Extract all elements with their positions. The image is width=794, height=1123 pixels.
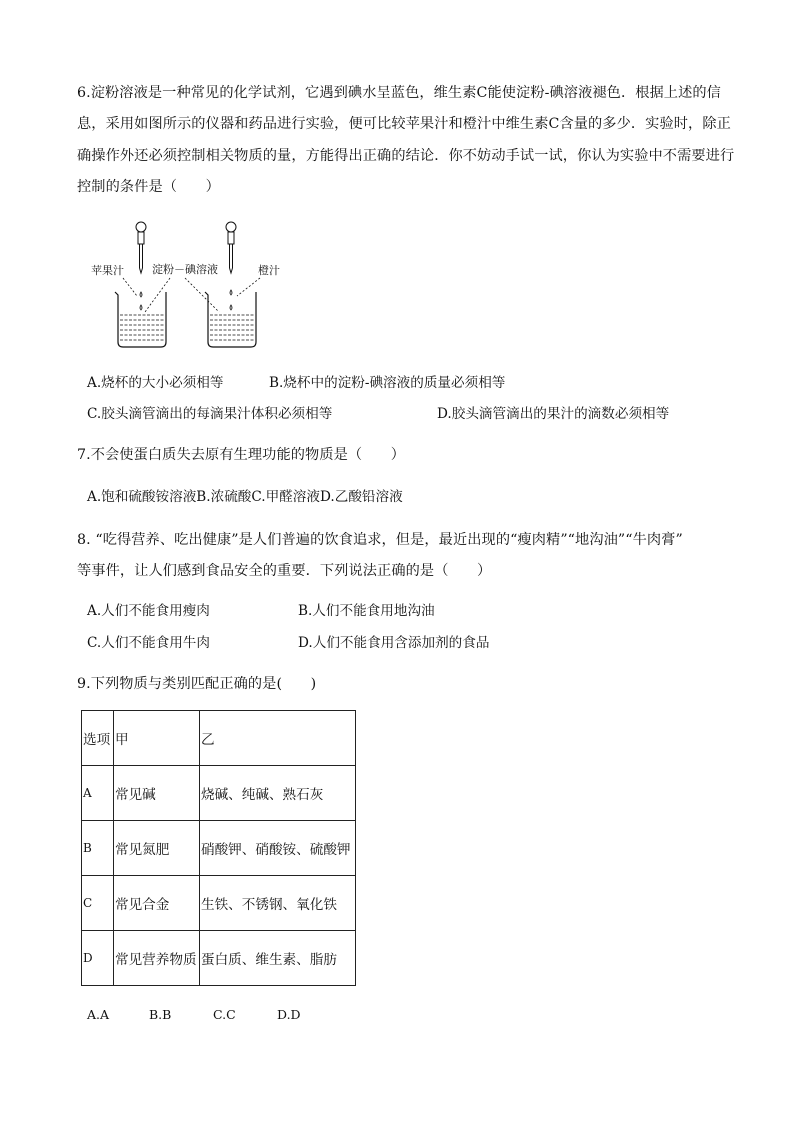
q8-stem-line-1: 8. “吃得营养、吃出健康”是人们普遍的饮食追求，但是，最近出现的“瘦肉精”“地沟油”“牛肉膏” — [77, 532, 683, 548]
header-yi: 乙 — [200, 711, 356, 766]
label-apple-juice: 苹果汁 — [91, 264, 124, 277]
q9-option-b[interactable]: B.B — [149, 1007, 172, 1022]
label-starch-iodine: 淀粉－碘溶液 — [152, 263, 218, 276]
row-c-option: C — [82, 876, 114, 931]
q6-stem-line-3: 确操作外还必须控制相关物质的量，方能得出正确的结论．你不妨动手试一试，你认为实验中不需要进行 — [77, 148, 735, 164]
q6-stem-line-1: 6.淀粉溶液是一种常见的化学试剂，它遇到碘水呈蓝色，维生素C能使淀粉-碘溶液褪色．根据上述的信 — [77, 85, 721, 101]
q8-stem-line-2: 等事件，让人们感到食品安全的重要．下列说法正确的是（ ） — [77, 563, 492, 579]
header-option: 选项 — [82, 711, 114, 766]
q6-stem-line-2: 息，采用如图所示的仪器和药品进行实验，便可比较苹果汁和橙汁中维生素C含量的多少．实验时，除正 — [77, 116, 731, 132]
q6-stem-line-4: 控制的条件是（ ） — [77, 179, 220, 195]
q6-option-a[interactable]: A.烧杯的大小必须相等 — [87, 375, 224, 391]
q8-option-d[interactable]: D.人们不能食用含添加剂的食品 — [298, 635, 490, 651]
q9-option-c[interactable]: C.C — [213, 1007, 236, 1022]
right-dropper-icon — [226, 222, 236, 310]
right-beaker-icon — [205, 292, 256, 347]
row-b-substances: 硝酸钾、硝酸铵、硫酸钾 — [200, 821, 356, 876]
row-a-option: A — [82, 766, 114, 821]
q8-option-c[interactable]: C.人们不能食用牛肉 — [87, 635, 210, 651]
header-jia: 甲 — [114, 711, 200, 766]
q7-options[interactable]: A.饱和硫酸铵溶液B.浓硫酸C.甲醛溶液D.乙酸铅溶液 — [87, 489, 403, 505]
row-c-category: 常见合金 — [114, 876, 200, 931]
q9-stem: 9.下列物质与类别匹配正确的是( ) — [77, 676, 317, 692]
q6-option-c[interactable]: C.胶头滴管滴出的每滴果汁体积必须相等 — [87, 406, 333, 422]
table-row — [82, 766, 356, 821]
left-beaker-icon — [115, 292, 166, 347]
label-orange-juice: 橙汁 — [258, 264, 280, 277]
q8-option-a[interactable]: A.人们不能食用瘦肉 — [87, 603, 210, 619]
row-b-category: 常见氮肥 — [114, 821, 200, 876]
table-row — [82, 821, 356, 876]
table-header-row — [82, 711, 356, 766]
row-a-category: 常见碱 — [114, 766, 200, 821]
q9-option-a[interactable]: A.A — [87, 1007, 110, 1022]
left-dropper-icon — [136, 222, 146, 310]
q6-option-b[interactable]: B.烧杯中的淀粉-碘溶液的质量必须相等 — [269, 375, 506, 391]
row-d-category: 常见营养物质 — [114, 931, 200, 986]
q8-option-b[interactable]: B.人们不能食用地沟油 — [298, 603, 435, 619]
q9-classification-table — [81, 710, 356, 986]
q7-stem: 7.不会使蛋白质失去原有生理功能的物质是（ ） — [77, 447, 406, 463]
q6-option-d[interactable]: D.胶头滴管滴出的果汁的滴数必须相等 — [437, 406, 670, 422]
row-b-option: B — [82, 821, 114, 876]
table-row — [82, 876, 356, 931]
row-d-substances: 蛋白质、维生素、脂肪 — [200, 931, 356, 986]
row-c-substances: 生铁、不锈钢、氧化铁 — [200, 876, 356, 931]
row-a-substances: 烧碱、纯碱、熟石灰 — [200, 766, 356, 821]
table-row — [82, 931, 356, 986]
row-d-option: D — [82, 931, 114, 986]
beaker-experiment-figure — [85, 212, 305, 362]
q9-option-d[interactable]: D.D — [277, 1007, 301, 1022]
